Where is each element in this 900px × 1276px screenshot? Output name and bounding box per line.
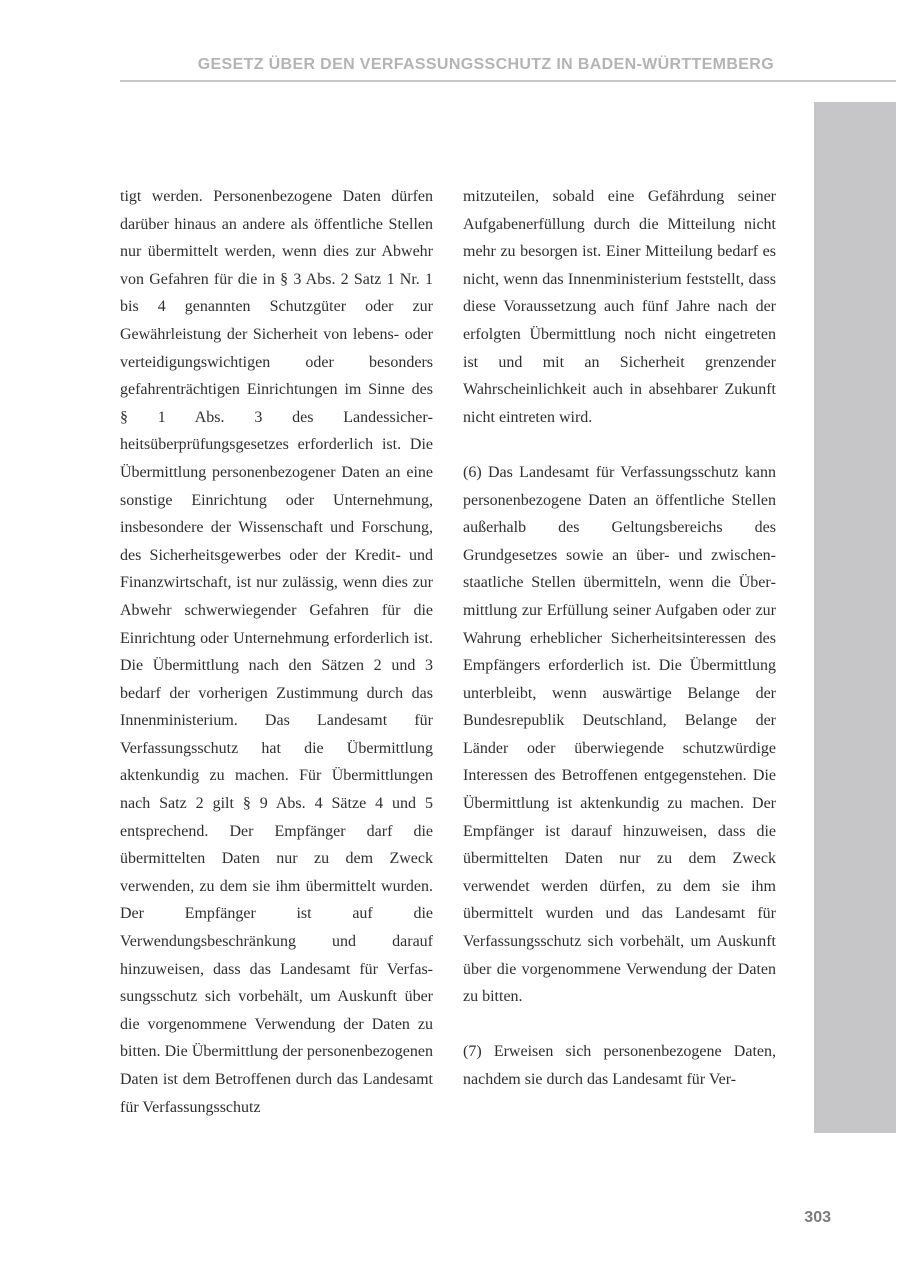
running-header: GESETZ ÜBER DEN VERFASSUNGSSCHUTZ IN BADEN-WÜRTTEMBERG — [120, 56, 896, 82]
thumb-index-bar — [814, 102, 896, 1133]
right-column — [463, 183, 776, 1094]
left-paragraph-1: tigt werden. Personenbezogene Daten dürfen darüber hinaus an andere als öffentliche Stellen nur übermittelt werden, wenn dies zur Abwehr von Gefahren für die in § 3 Abs. 2 Satz 1 Nr. 1 bis 4 genannten Schutzgüter oder zur Gewährleistung der Sicherheit von lebens- oder verteidigungswichtigen oder besonders gefahrenträchtigen Einrichtungen im Sinne des § 1 Abs. 3 des Landessicherheitsüberprüfungsgesetzes erforderlich ist. Die Übermittlung personenbezogener Daten an eine sonstige Einrichtung oder Unternehmung, insbesondere der Wissenschaft und Forschung, des Sicherheitsgewerbes oder der Kredit- und Finanzwirtschaft, ist nur zulässig, wenn dies zur Abwehr schwerwiegender Gefahren für die Einrichtung oder Unternehmung erforderlich ist. Die Übermittlung nach den Sätzen 2 und 3 bedarf der vorherigen Zustimmung durch das Innenministerium. Das Landesamt für Verfassungsschutz hat die Übermittlung aktenkundig zu machen. Für Übermittlungen nach Satz 2 gilt § 9 Abs. 4 Sätze 4 und 5 entsprechend. Der Empfänger darf die übermittelten Daten nur zu dem Zweck verwenden, zu dem sie ihm übermittelt wurden. Der Empfänger ist auf die Verwendungsbeschränkung und darauf hinzuweisen, dass das Landesamt für Verfassungsschutz sich vorbehält, um Auskunft über die vorgenommene Verwendung der Daten zu bitten. Die Übermittlung der personenbezogenen Daten ist dem Betroffenen durch das Landesamt für Verfassungsschutz — [120, 188, 433, 1116]
page-number: 303 — [804, 1209, 831, 1226]
right-paragraph-3: (7) Erweisen sich personenbezogene Daten, nachdem sie durch das Landesamt für Ver- — [463, 1043, 776, 1088]
right-paragraph-2: (6) Das Landesamt für Verfassungsschutz kann personenbezogene Daten an öffentliche Stellen außerhalb des Geltungsbereichs des Grundgesetzes sowie an über- und zwischenstaatliche Stellen übermitteln, wenn die Übermittlung zur Erfüllung seiner Aufgaben oder zur Wahrung erheblicher Sicherheitsinteressen des Empfängers erforderlich ist. Die Übermittlung unterbleibt, wenn auswärtige Belange der Bundesrepublik Deutschland, Belange der Länder oder überwiegende schutzwürdige Interessen des Betroffenen entgegenstehen. Die Übermittlung ist aktenkundig zu machen. Der Empfänger ist darauf hinzuweisen, dass die übermittelten Daten nur zu dem Zweck verwendet werden dürfen, zu dem sie ihm übermittelt wurden und das Landesamt für Verfassungsschutz sich vorbehält, um Auskunft über die vorgenommene Verwendung der Daten zu bitten. — [463, 463, 776, 1006]
left-column — [120, 183, 433, 1121]
right-paragraph-1: mitzuteilen, sobald eine Gefährdung seiner Aufgabenerfüllung durch die Mitteilung nicht mehr zu besorgen ist. Einer Mitteilung bedarf es nicht, wenn das Innenministerium feststellt, dass diese Voraussetzung auch fünf Jahre nach der erfolgten Übermittlung noch nicht eingetreten ist und mit an Sicherheit grenzender Wahrscheinlichkeit auch in absehbarer Zukunft nicht eintreten wird. — [463, 188, 776, 426]
